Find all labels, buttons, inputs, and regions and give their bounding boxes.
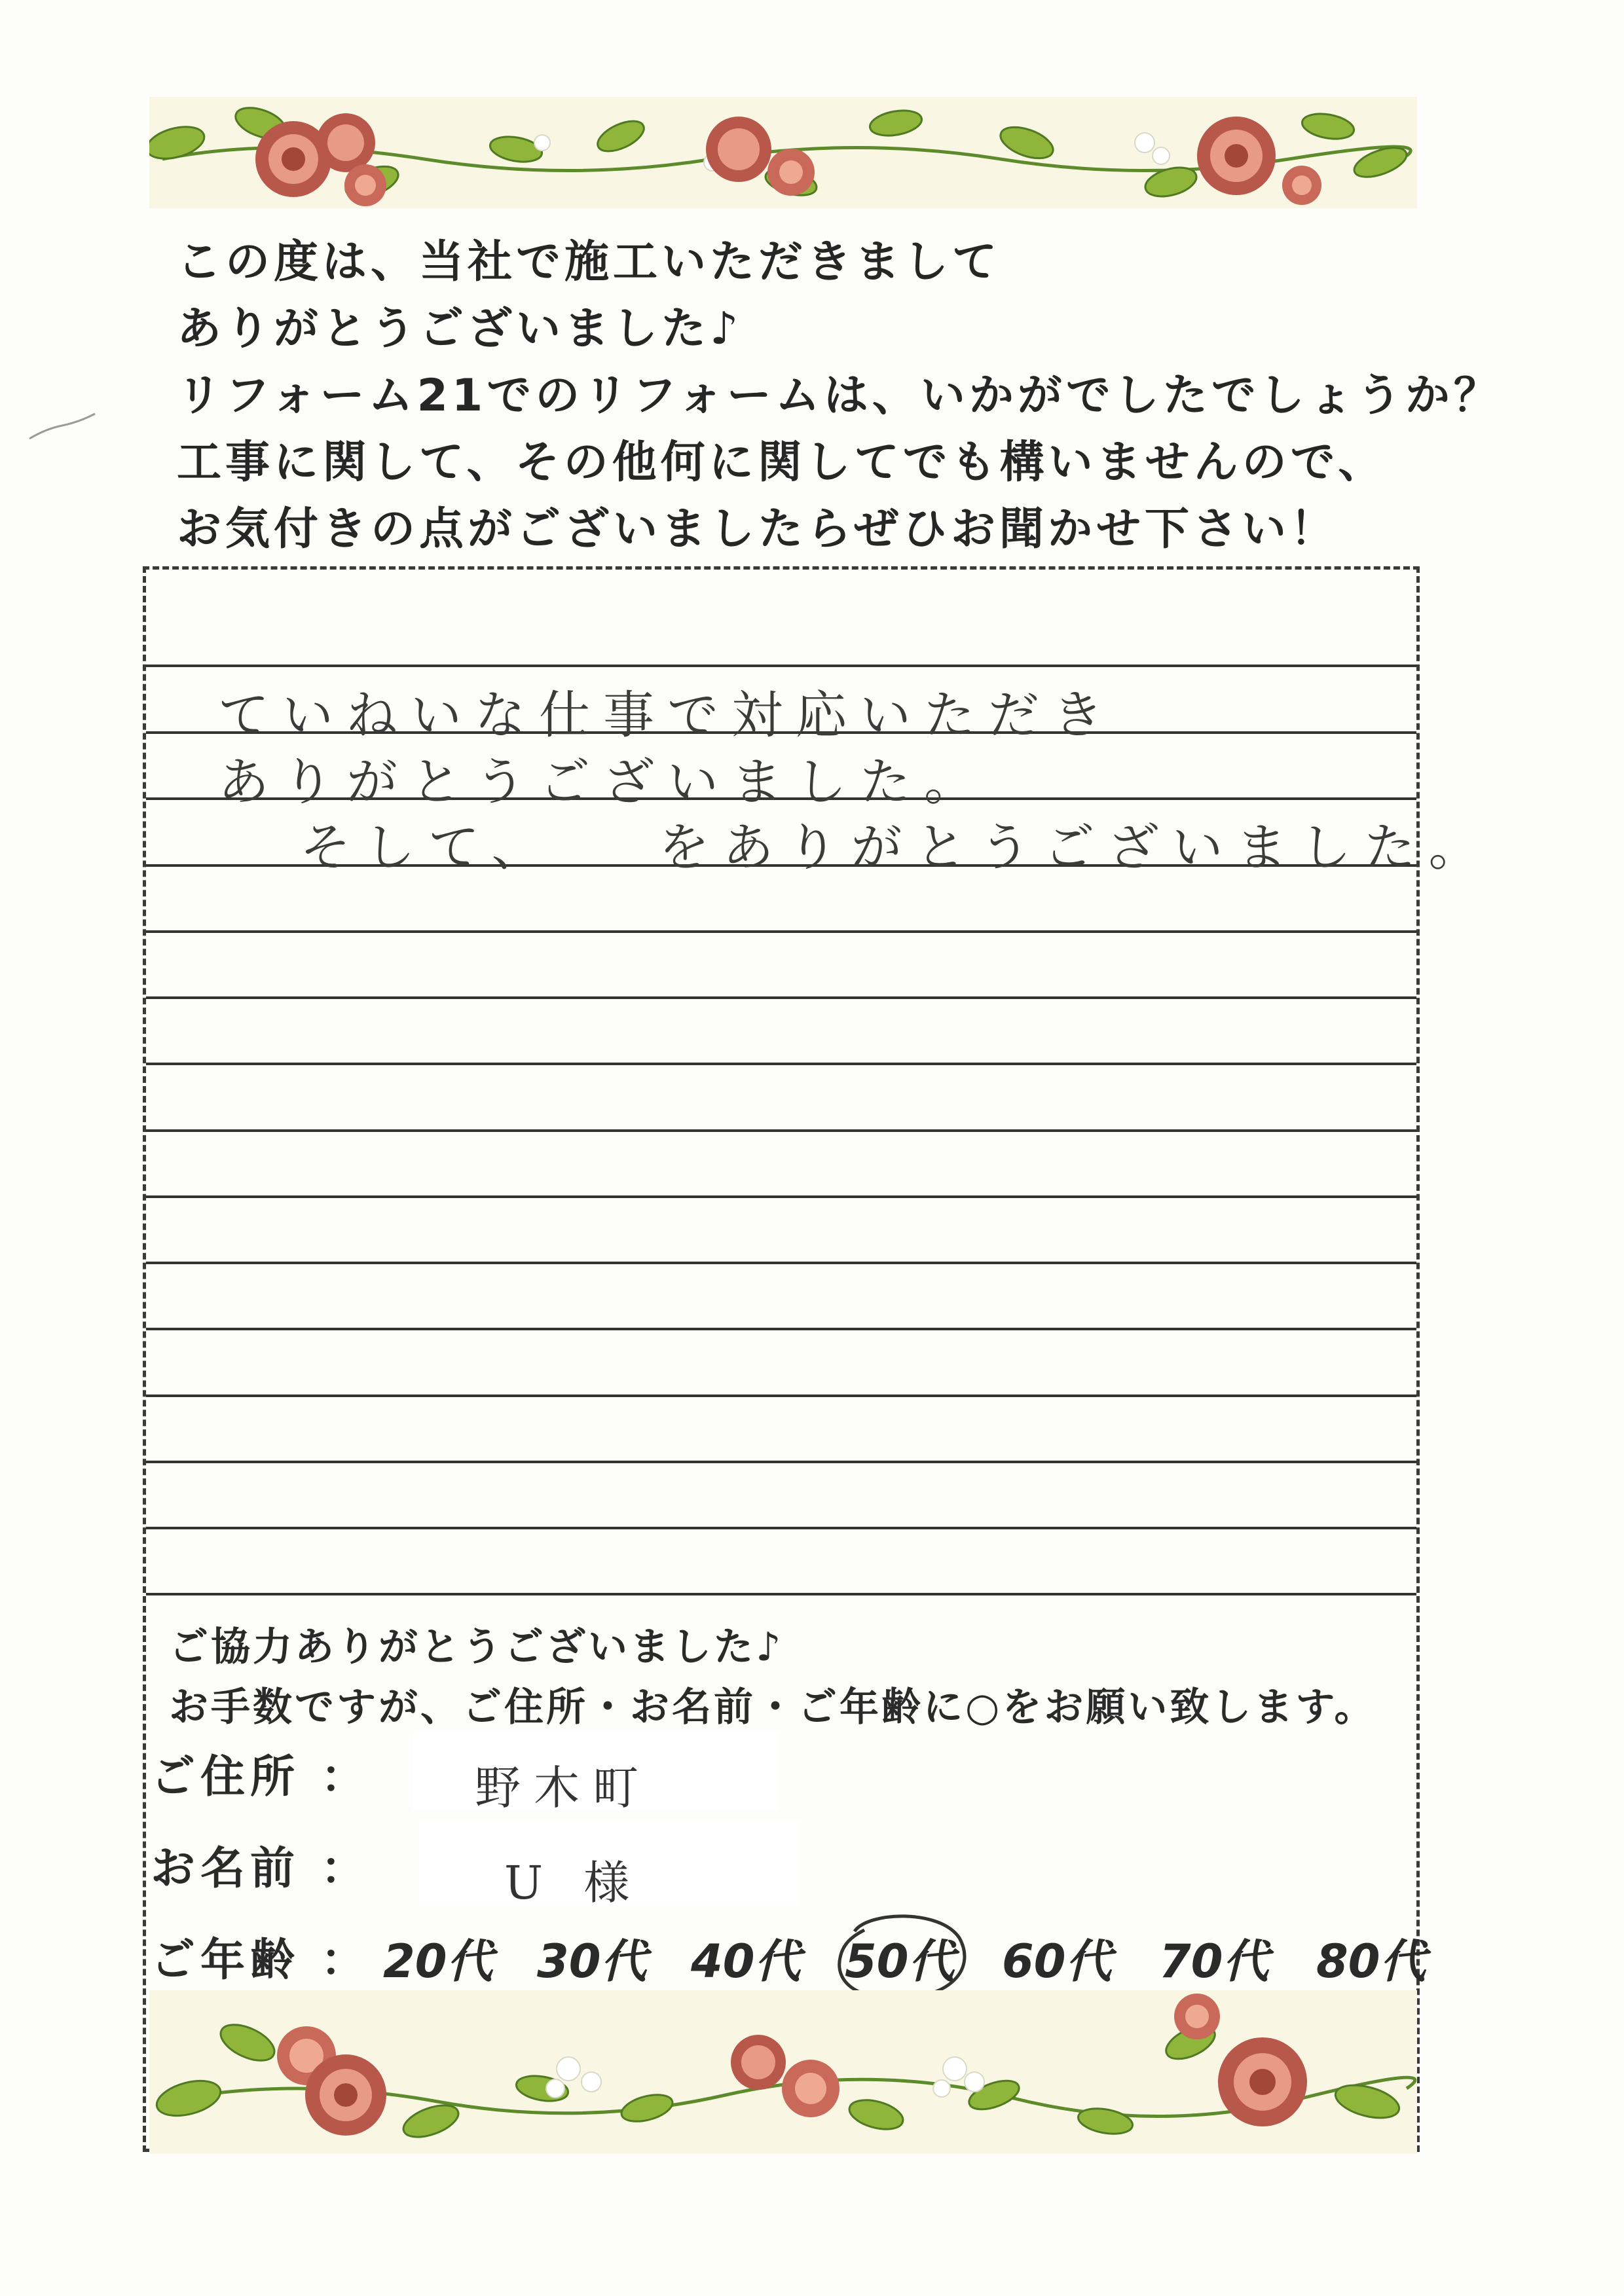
- ruled-line: [146, 665, 1416, 667]
- name-label: お名前 ：: [151, 1843, 371, 1895]
- intro-line: リフォーム21でのリフォームは、いかがでしたでしょうか？: [177, 370, 1502, 422]
- age-row: [151, 1925, 1428, 1997]
- age-option-80s: 80代: [1316, 1935, 1426, 1988]
- age-option-20s: 20代: [383, 1935, 493, 1988]
- handwritten-comment-line: ていねいな仕事で対応いただき: [218, 686, 1117, 745]
- intro-line: ありがとうございました♪: [177, 303, 743, 355]
- age-label: ご年齢 ：: [151, 1935, 371, 1986]
- intro-line: この度は、当社で施工いただきまして: [177, 236, 1001, 288]
- ruled-line: [146, 1262, 1416, 1264]
- name-value: U 様: [504, 1856, 643, 1910]
- request-instructions: お手数ですが、ご住所・お名前・ご年齢に○をお願い致します。: [169, 1685, 1376, 1730]
- intro-message: [177, 229, 1502, 563]
- ruled-line: [146, 1063, 1416, 1065]
- age-option-30s: 30代: [537, 1935, 647, 1988]
- rose-border-top: [149, 97, 1417, 208]
- stray-pencil-mark: [26, 406, 98, 445]
- ruled-line: [146, 1328, 1416, 1330]
- selected-age-circle: [828, 1905, 972, 2003]
- comment-form-box: [143, 566, 1493, 2152]
- ruled-line: [146, 930, 1416, 933]
- ruled-line: [146, 1593, 1416, 1595]
- ruled-line: [146, 1527, 1416, 1529]
- age-option-50s: 50代: [845, 1935, 955, 1988]
- ruled-line: [146, 1195, 1416, 1198]
- ruled-line: [146, 1129, 1416, 1132]
- thanks-message: ご協力ありがとうございました♪: [169, 1624, 784, 1670]
- handwritten-comment-line: ありがとうございました。: [218, 753, 989, 812]
- ruled-line: [146, 1394, 1416, 1397]
- age-option-40s: 40代: [691, 1935, 801, 1988]
- address-label: ご住所 ：: [151, 1751, 371, 1803]
- intro-line: 工事に関して、その他何に関してでも構いませんので、: [177, 437, 1387, 488]
- ruled-line: [146, 996, 1416, 999]
- rose-border-bottom: [149, 1990, 1417, 2154]
- handwritten-comment-line: そして、 をありがとうございました。: [300, 818, 1493, 877]
- intro-line: お気付きの点がございましたらぜひお聞かせ下さい！: [177, 503, 1338, 555]
- ruled-line: [146, 1461, 1416, 1463]
- age-option-70s: 70代: [1159, 1935, 1269, 1988]
- age-option-60s: 60代: [1002, 1935, 1112, 1988]
- address-value: 野木町: [475, 1761, 652, 1815]
